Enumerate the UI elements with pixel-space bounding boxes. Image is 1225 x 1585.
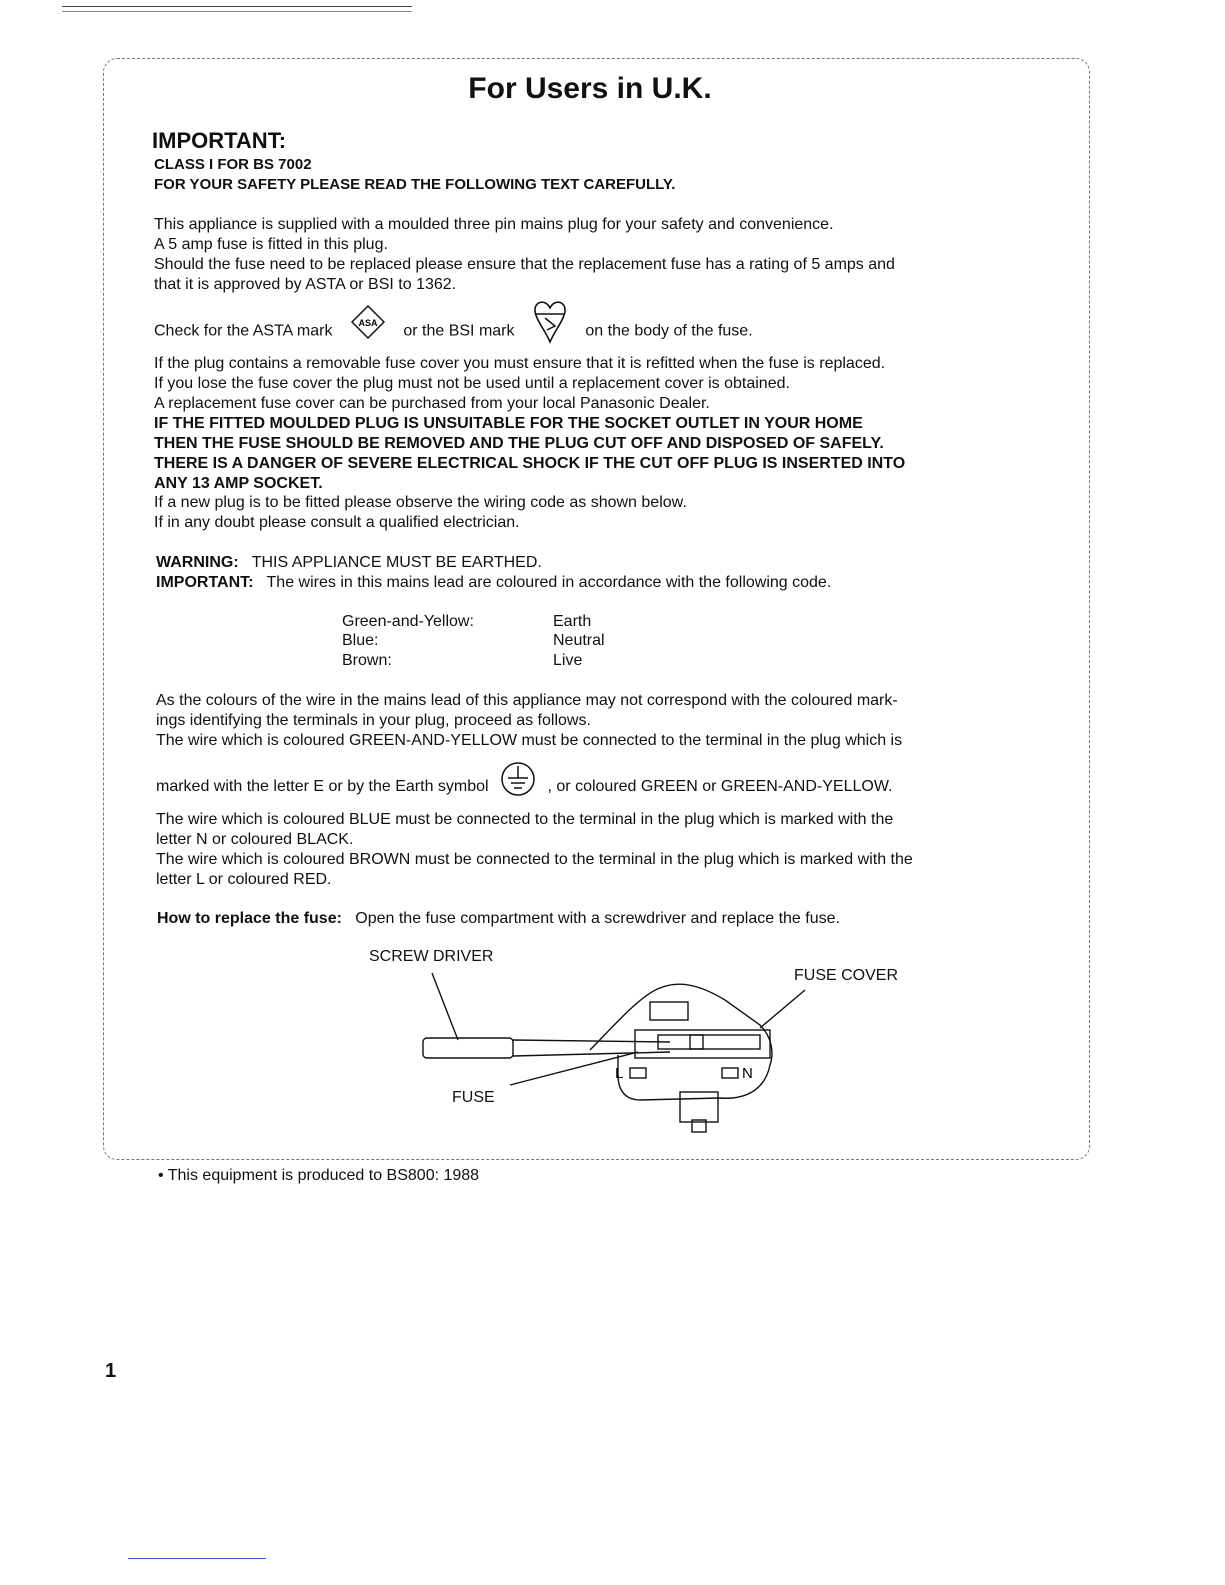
- wire-colour: Blue:: [342, 632, 379, 649]
- intro-line: that it is approved by ASTA or BSI to 1362.: [154, 276, 457, 293]
- warning-caps-line: THERE IS A DANGER OF SEVERE ELECTRICAL SHOCK IF THE CUT OFF PLUG IS INSERTED INTO: [154, 455, 906, 472]
- check-text: or the BSI mark: [403, 322, 515, 340]
- colours-line: As the colours of the wire in the mains lead of this appliance may not correspond with the coloured mark-: [156, 692, 898, 709]
- earth-text: marked with the letter E or by the Earth symbol: [156, 778, 489, 796]
- screwdriver-label: SCREW DRIVER: [369, 948, 494, 965]
- colours-line: ings identifying the terminals in your plug, proceed as follows.: [156, 712, 591, 729]
- cover-line: If you lose the fuse cover the plug must not be used until a replacement cover is obtained.: [154, 375, 790, 392]
- wire-colour: Green-and-Yellow:: [342, 613, 474, 630]
- colours-line: The wire which is coloured GREEN-AND-YELLOW must be connected to the terminal in the plug which is: [156, 732, 903, 749]
- cover-line: A replacement fuse cover can be purchased from your local Panasonic Dealer.: [154, 395, 710, 412]
- svg-text:ASA: ASA: [358, 318, 378, 328]
- class-line: CLASS I FOR BS 7002: [154, 156, 312, 173]
- neutral-terminal-label: N: [742, 1065, 753, 1082]
- bottom-rule: [128, 1558, 266, 1559]
- fuse-cover-label: FUSE COVER: [794, 967, 899, 984]
- scan-rule: [62, 6, 412, 12]
- asta-mark-icon: [351, 305, 385, 358]
- howto-line: [157, 909, 840, 929]
- warning-label: WARNING:: [156, 554, 239, 571]
- check-text: Check for the ASTA mark: [154, 322, 333, 340]
- page-title: For Users in U.K.: [468, 72, 712, 105]
- earth-text: , or coloured GREEN or GREEN-AND-YELLOW.: [547, 778, 893, 796]
- check-text: on the body of the fuse.: [585, 322, 753, 340]
- important-text: The wires in this mains lead are coloured in accordance with the following code.: [266, 574, 832, 591]
- warning-caps-line: THEN THE FUSE SHOULD BE REMOVED AND THE PLUG CUT OFF AND DISPOSED OF SAFELY.: [154, 435, 884, 452]
- warning-text: THIS APPLIANCE MUST BE EARTHED.: [251, 554, 542, 571]
- earth-symbol-icon: [499, 760, 537, 814]
- footer-note: • This equipment is produced to BS800: 1988: [158, 1167, 480, 1184]
- howto-label: How to replace the fuse:: [157, 910, 342, 927]
- page-number: 1: [105, 1360, 117, 1382]
- warning-caps-line: IF THE FITTED MOULDED PLUG IS UNSUITABLE FOR THE SOCKET OUTLET IN YOUR HOME: [154, 415, 863, 432]
- newplug-line: If in any doubt please consult a qualified electrician.: [154, 514, 520, 531]
- safety-line: FOR YOUR SAFETY PLEASE READ THE FOLLOWING TEXT CAREFULLY.: [154, 176, 676, 193]
- wire-rule-line: letter N or coloured BLACK.: [156, 831, 354, 848]
- fuse-label: FUSE: [452, 1089, 495, 1106]
- wire-meaning: Neutral: [553, 632, 605, 649]
- wire-meaning: Earth: [553, 613, 592, 630]
- newplug-line: If a new plug is to be fitted please observe the wiring code as shown below.: [154, 494, 687, 511]
- wire-rule-line: The wire which is coloured BROWN must be connected to the terminal in the plug which is marked with the: [156, 851, 913, 868]
- live-terminal-label: L: [615, 1065, 624, 1082]
- intro-line: Should the fuse need to be replaced please ensure that the replacement fuse has a rating of 5 amps and: [154, 256, 895, 273]
- wire-rule-line: letter L or coloured RED.: [156, 871, 332, 888]
- plug-illustration: [340, 940, 940, 1140]
- warning-line: [156, 553, 542, 573]
- wire-colour: Brown:: [342, 652, 392, 669]
- important-label: IMPORTANT:: [156, 574, 254, 591]
- wire-rule-line: The wire which is coloured BLUE must be connected to the terminal in the plug which is marked with the: [156, 811, 894, 828]
- cover-line: If the plug contains a removable fuse cover you must ensure that it is refitted when the fuse is replaced.: [154, 355, 886, 372]
- warning-caps-line: ANY 13 AMP SOCKET.: [154, 475, 323, 492]
- howto-text: Open the fuse compartment with a screwdriver and replace the fuse.: [355, 910, 840, 927]
- important-line: [156, 573, 831, 593]
- earth-line: [156, 760, 892, 814]
- intro-line: This appliance is supplied with a moulded three pin mains plug for your safety and convenience.: [154, 216, 834, 233]
- intro-line: A 5 amp fuse is fitted in this plug.: [154, 236, 388, 253]
- important-heading: IMPORTANT:: [152, 128, 287, 153]
- wire-meaning: Live: [553, 652, 583, 669]
